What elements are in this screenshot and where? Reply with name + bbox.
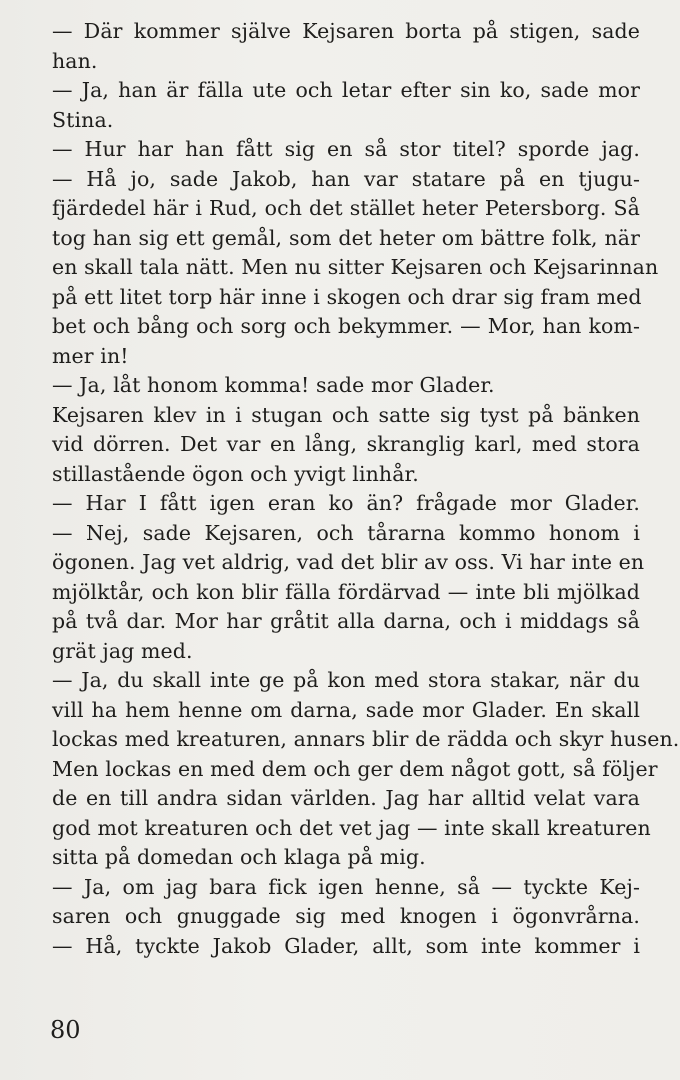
text-line: — Har I fått igen eran ko än? frågade mor Glader. (52, 491, 640, 515)
body-text (52, 17, 680, 961)
text-line: fjärdedel här i Rud, och det stället heter Petersborg. Så (52, 196, 640, 220)
text-line: — Ja, du skall inte ge på kon med stora stakar, när du (52, 668, 640, 692)
text-line: de en till andra sidan världen. Jag har alltid velat vara (52, 786, 640, 810)
page-number: 80 (50, 1016, 81, 1044)
text-line: på två dar. Mor har gråtit alla darna, och i middags så (52, 609, 640, 633)
text-line: — Hå, tyckte Jakob Glader, allt, som inte kommer i (52, 933, 640, 958)
text-line: — Hur har han fått sig en så stor titel? sporde jag. (52, 137, 640, 161)
text-line: mer in! (52, 343, 129, 368)
text-line: grät jag med. (52, 638, 193, 663)
text-line: han. (52, 48, 98, 73)
text-line: god mot kreaturen och det vet jag — inte skall kreaturen (52, 815, 651, 840)
text-line: sitta på domedan och klaga på mig. (52, 845, 426, 869)
text-line: mjölktår, och kon blir fälla fördärvad — inte bli mjölkad (52, 579, 640, 604)
text-line: — Ja, om jag bara fick igen henne, så — tyckte Kej- (52, 874, 640, 899)
text-line: lockas med kreaturen, annars blir de rädda och skyr husen. (52, 727, 680, 751)
text-line: — Där kommer själve Kejsaren borta på stigen, sade (52, 19, 640, 43)
text-line: Kejsaren klev in i stugan och satte sig tyst på bänken (52, 402, 640, 427)
text-line: — Ja, han är fälla ute och letar efter sin ko, sade mor (52, 78, 640, 102)
text-line: vid dörren. Det var en lång, skranglig karl, med stora (52, 432, 640, 456)
text-line: vill ha hem henne om darna, sade mor Glader. En skall (52, 697, 640, 722)
text-line: bet och bång och sorg och bekymmer. — Mor, han kom- (52, 314, 640, 338)
text-line: Men lockas en med dem och ger dem något gott, så följer (52, 756, 658, 781)
text-line: stillastående ögon och yvigt linhår. (52, 461, 419, 486)
text-line: Stina. (52, 107, 114, 132)
text-line: en skall tala nätt. Men nu sitter Kejsaren och Kejsarinnan (52, 255, 659, 279)
text-line: saren och gnuggade sig med knogen i ögonvrårna. (52, 904, 640, 928)
text-line: tog han sig ett gemål, som det heter om bättre folk, när (52, 225, 640, 250)
text-line: — Hå jo, sade Jakob, han var statare på en tjugu- (52, 166, 640, 191)
text-line: på ett litet torp här inne i skogen och drar sig fram med (52, 284, 642, 309)
text-line: — Nej, sade Kejsaren, och tårarna kommo honom i (52, 520, 640, 545)
text-line: ögonen. Jag vet aldrig, vad det blir av oss. Vi har inte en (52, 550, 645, 574)
text-line: — Ja, låt honom komma! sade mor Glader. (52, 373, 495, 397)
